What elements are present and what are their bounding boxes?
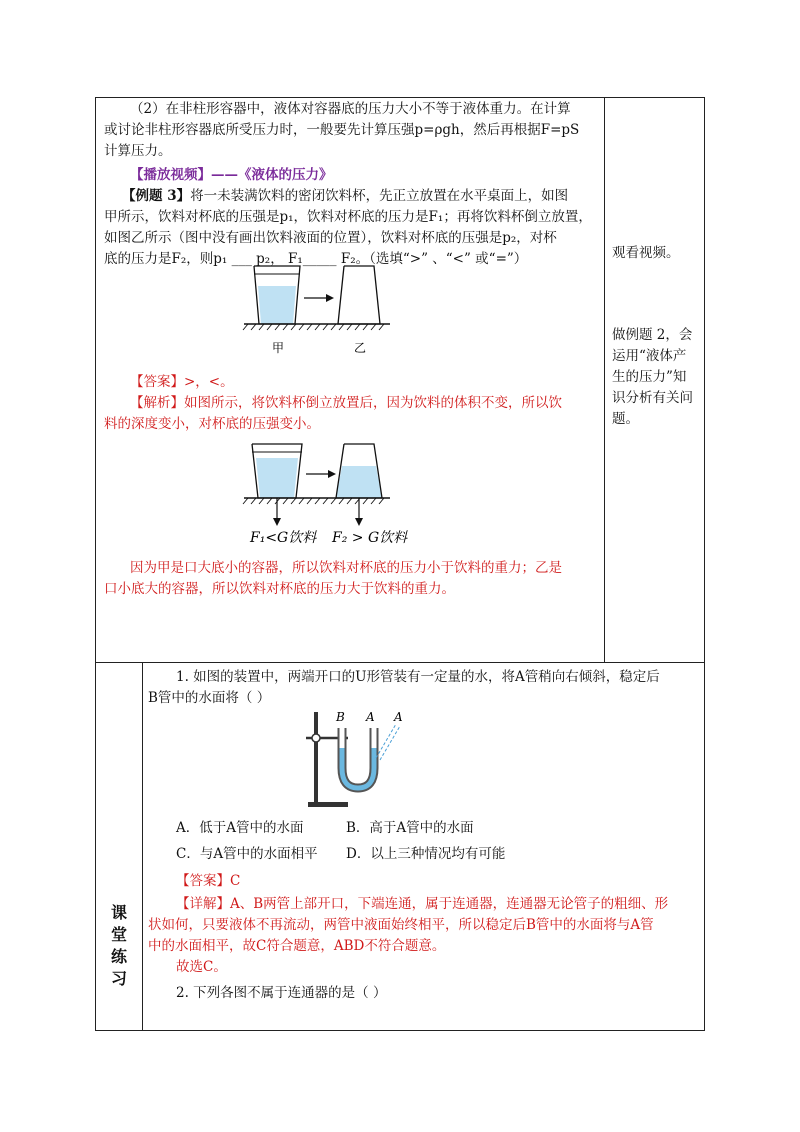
cup-figure-2	[240, 440, 410, 550]
liquid-yi-2	[336, 466, 382, 498]
label-a: A	[366, 710, 375, 724]
note-line-3: 计算压力。	[104, 143, 172, 159]
side-note-5: 题。	[612, 411, 639, 427]
cup-yi	[338, 266, 380, 324]
side-note-3: 生的压力”知	[612, 369, 687, 385]
side-note-1: 做例题 2，会	[612, 327, 693, 343]
cup-figure-1	[240, 262, 400, 360]
label-a-tilted: A	[394, 710, 403, 724]
example-text-1: 将一未装满饮料的密闭饮料杯，先正立放置在水平桌面上，如图	[190, 188, 569, 204]
example-line-2: 甲所示，饮料对杯底的压强是p₁，饮料对杯底的压力是F₁；再将饮料杯倒立放置，	[104, 209, 592, 225]
row-divider	[95, 662, 705, 663]
q1-answer: 【答案】C	[176, 873, 241, 889]
formula-yi: F₂ > G饮料	[332, 530, 408, 546]
label-yi: 乙	[354, 341, 367, 355]
tilted-tube-a	[376, 724, 396, 758]
example-line-1	[122, 186, 568, 207]
liquid-jia	[258, 286, 296, 324]
q1-choice: 故选C。	[176, 959, 227, 975]
force-arrowhead-yi	[355, 518, 363, 526]
q1-detail-3: 中的水面相平，故C符合题意，ABD不符合题意。	[148, 938, 446, 954]
q1-detail-2: 状如何，只要液体不再流动，两管中液面始终相平，所以稳定后B管中的水面将与A管	[148, 917, 654, 933]
conclusion-line-1: 因为甲是口大底小的容器，所以饮料对杯底的压力小于饮料的重力；乙是	[130, 560, 562, 576]
conclusion-line-2: 口小底大的容器，所以饮料对杯底的压力大于饮料的重力。	[104, 581, 455, 597]
video-tag: 【播放视频】——《液体的压力》	[130, 167, 333, 183]
force-arrowhead-jia	[273, 518, 281, 526]
stand-base	[308, 802, 348, 807]
q1-line-1: 1. 如图的装置中，两端开口的U形管装有一定量的水，将A管稍向右倾斜，稳定后	[176, 669, 660, 685]
ground-hatching	[243, 324, 384, 330]
example-line-3: 如图乙所示（图中没有画出饮料液面的位置），饮料对杯底的压强是p₂，对杯	[104, 230, 557, 246]
label-jia: 甲	[272, 341, 285, 355]
answer-text: 【答案】>，<。	[130, 374, 234, 390]
tilted-tube-b	[380, 726, 400, 760]
option-d: D．以上三种情况均有可能	[346, 846, 506, 862]
clamp-knob	[312, 734, 320, 742]
option-a: A．低于A管中的水面	[176, 820, 304, 836]
side-note-2: 运用“液体产	[612, 348, 687, 364]
label-column-divider	[142, 662, 143, 1031]
q1-detail-1: 【详解】A、B两管上部开口，下端连通，属于连通器，连通器无论管子的粗细、形	[176, 896, 669, 912]
ground-hatching-2	[243, 498, 384, 504]
note-line-1: （2）在非柱形容器中，液体对容器底的压力大小不等于液体重力。在计算	[130, 101, 571, 117]
section-label-char-2: 堂	[110, 925, 127, 944]
liquid-jia-2	[256, 458, 298, 498]
label-b: B	[336, 710, 345, 724]
section-label-char-4: 习	[110, 969, 127, 988]
side-note-4: 识分析有关问	[612, 390, 693, 406]
formula-jia: F₁<G饮料	[250, 530, 317, 546]
column-divider	[604, 97, 605, 662]
q1-line-2: B管中的水面将（ ）	[148, 690, 271, 706]
section-label-char-1: 课	[110, 903, 127, 922]
arrow-head	[326, 294, 334, 302]
arrow-head-2	[328, 470, 336, 478]
q2-text: 2. 下列各图不属于连通器的是（ ）	[176, 985, 387, 1001]
option-b: B．高于A管中的水面	[346, 820, 474, 836]
analysis-line-2: 料的深度变小，对杯底的压强变小。	[104, 416, 320, 432]
example-line-4: 底的压力是F₂，则p₁ ___ p₂， F₁_____ F₂。（选填“>” 、“<” 或“=”）	[104, 251, 528, 267]
side-watch-video: 观看视频。	[612, 245, 680, 261]
section-label-char-3: 练	[110, 947, 127, 966]
u-tube-figure	[300, 708, 420, 810]
example-tag: 【例题 3】	[122, 188, 191, 204]
analysis-line-1: 【解析】如图所示，将饮料杯倒立放置后，因为饮料的体积不变，所以饮	[130, 395, 562, 411]
note-line-2: 或讨论非柱形容器底所受压力时，一般要先计算压强p=ρgh，然后再根据F=pS	[104, 122, 580, 138]
u-tube-water	[342, 748, 374, 788]
option-c: C．与A管中的水面相平	[176, 846, 318, 862]
